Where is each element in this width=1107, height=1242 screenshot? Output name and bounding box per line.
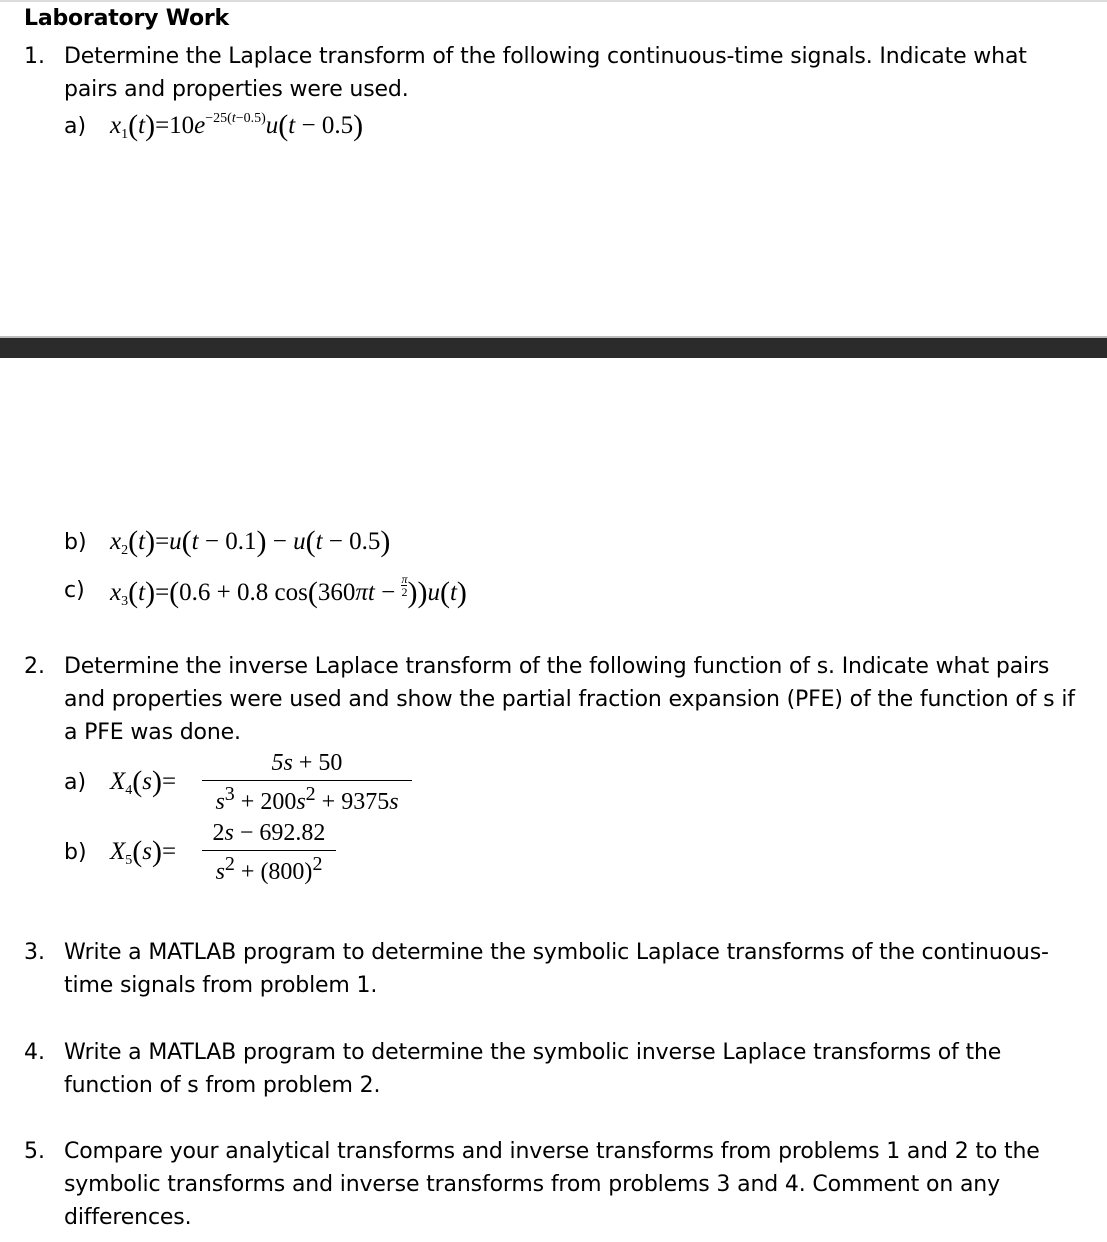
problem-2-text: Determine the inverse Laplace transform of the following function of s. Indicate what pairs and properties were used and show the partial fraction expansion (PFE) of the function of s if a PFE was done. [64, 654, 1075, 745]
fraction-X4-denominator: $s^3 + 200s^2 + 9375s$ [215, 783, 399, 815]
equation-X5-lhs: $X_5(s)=$ [110, 835, 177, 868]
problem-3-text: Write a MATLAB program to determine the symbolic Laplace transforms of the continuous-time signals from problem 1. [64, 940, 1049, 998]
problem-5-number: 5. [24, 1139, 45, 1164]
fraction-X5-denominator: $s^2 + (800)^2$ [215, 853, 323, 885]
fraction-X4 [202, 750, 412, 816]
equation-x3: $x_3(t)=(0.6 + 0.8$ cos(360πt − $\frac{\pi}{2}$ ))u(t) [110, 572, 467, 609]
problem-4-number: 4. [24, 1040, 45, 1065]
problem-1c-label: c) [64, 578, 85, 603]
problem-4-text: Write a MATLAB program to determine the symbolic inverse Laplace transforms of the function of s from problem 2. [64, 1040, 1002, 1098]
problem-1a-label: a) [64, 114, 87, 139]
page-title: Laboratory Work [24, 6, 229, 31]
problem-2b-label: b) [64, 840, 87, 865]
problem-3-number: 3. [24, 940, 45, 965]
problem-2a-label: a) [64, 770, 87, 795]
equation-X4-lhs: $X_4(s)=$ [110, 765, 177, 798]
problem-1-number: 1. [24, 44, 45, 69]
page-break-divider [0, 336, 1107, 358]
problem-2-number: 2. [24, 654, 45, 679]
fraction-X4-numerator: 5s + 50 [202, 750, 412, 781]
equation-x2: $x_2(t)=u(t - 0.1) - u(t - 0.5)$ [110, 525, 391, 558]
problem-1-text: Determine the Laplace transform of the following continuous-time signals. Indicate what pairs and properties were used. [64, 44, 1027, 102]
fraction-X5 [202, 820, 336, 886]
equation-x1: $x_1(t)=10e^{-25(t-0.5)}u(t - 0.5)$ [110, 109, 364, 142]
top-rule [0, 0, 1107, 2]
problem-1b-label: b) [64, 530, 87, 555]
fraction-X5-numerator: 2s − 692.82 [202, 820, 336, 851]
problem-5-text: Compare your analytical transforms and inverse transforms from problems 1 and 2 to the symbolic transforms and inverse transforms from problems 3 and 4. Comment on any differences. [64, 1139, 1040, 1230]
